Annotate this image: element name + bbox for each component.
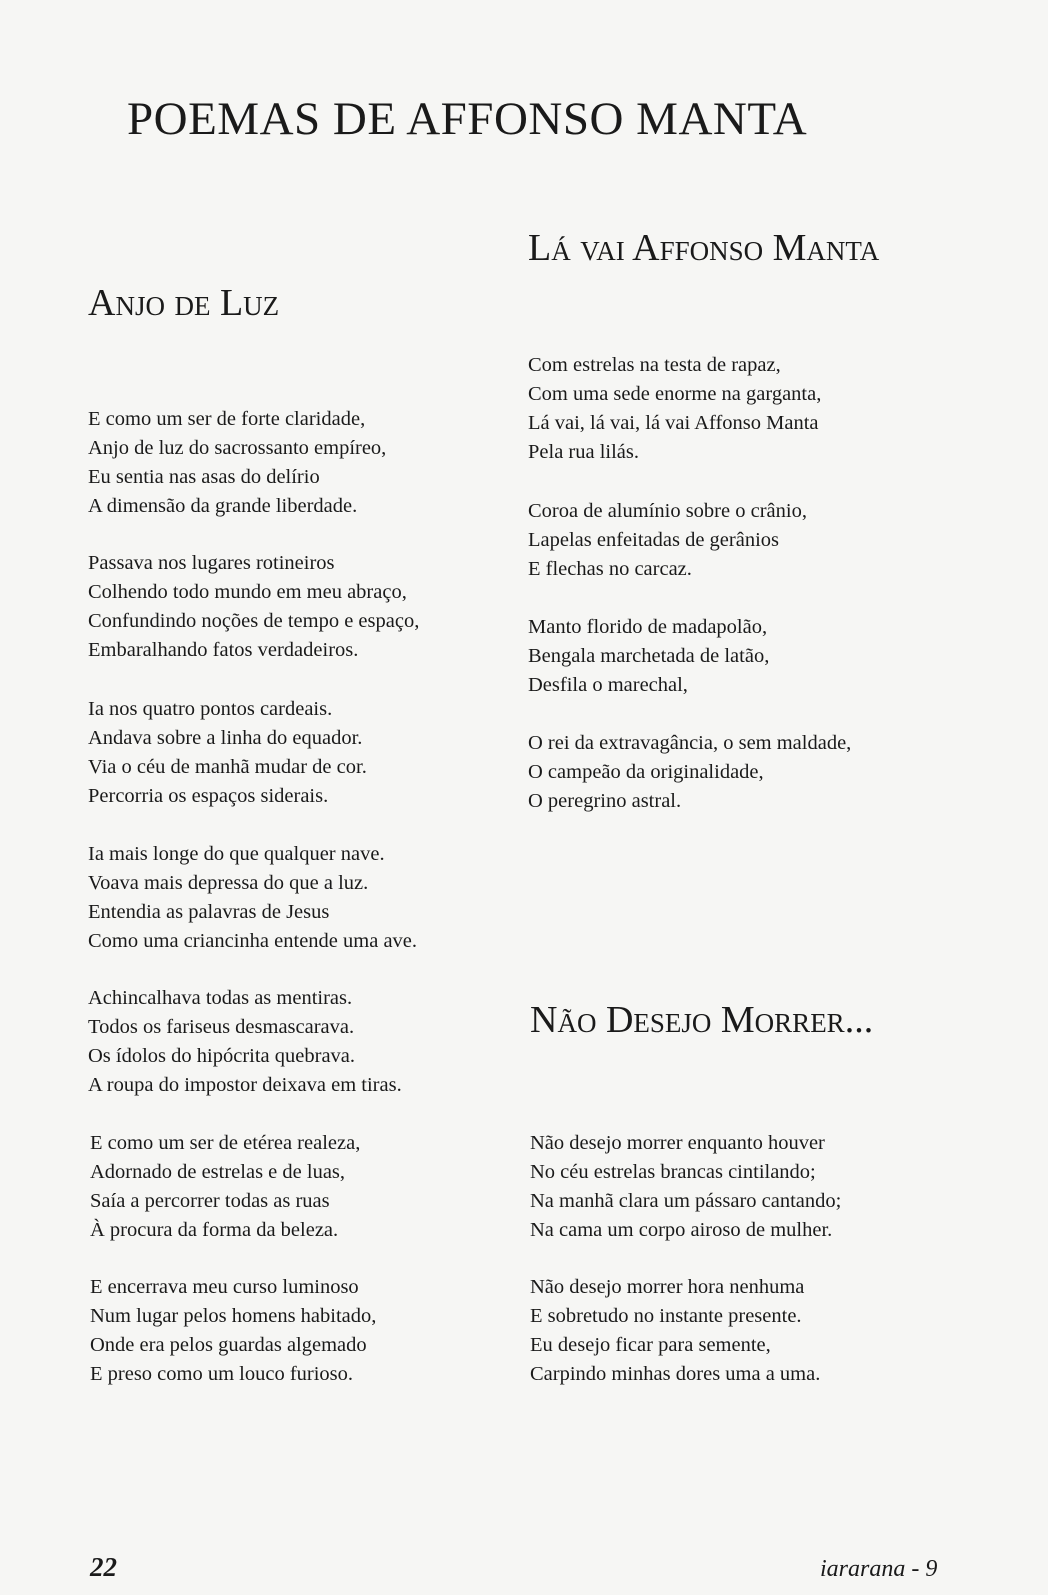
poem-line: No céu estrelas brancas cintilando; (530, 1161, 816, 1183)
page-title: POEMAS DE AFFONSO MANTA (127, 93, 808, 145)
poem-line: Lá vai, lá vai, lá vai Affonso Manta (528, 412, 819, 434)
poem-line: Ia mais longe do que qualquer nave. (88, 843, 385, 865)
stanza (528, 729, 851, 816)
stanza (530, 1273, 820, 1389)
poem-line: Num lugar pelos homens habitado, (90, 1305, 377, 1327)
poem-line: Manto florido de madapolão, (528, 616, 768, 638)
stanza (90, 1129, 360, 1245)
poem-line: Todos os fariseus desmascarava. (88, 1016, 355, 1038)
poem-line: Com uma sede enorme na garganta, (528, 383, 822, 405)
stanza (90, 1273, 376, 1389)
poem-line: E como um ser de forte claridade, (88, 408, 366, 430)
poem-line: Anjo de luz do sacrossanto empíreo, (88, 437, 387, 459)
poem-line: E como um ser de etérea realeza, (90, 1132, 361, 1154)
poem-line: Colhendo todo mundo em meu abraço, (88, 581, 407, 603)
poem-line: Carpindo minhas dores uma a uma. (530, 1363, 821, 1385)
poem-line: Ia nos quatro pontos cardeais. (88, 698, 333, 720)
poem-line: Andava sobre a linha do equador. (88, 727, 363, 749)
poem-line: Com estrelas na testa de rapaz, (528, 354, 781, 376)
poem-line: Percorria os espaços siderais. (88, 785, 329, 807)
stanza (88, 840, 417, 956)
poem-line: Confundindo noções de tempo e espaço, (88, 610, 420, 632)
poem-line: Os ídolos do hipócrita quebrava. (88, 1045, 356, 1067)
stanza (88, 984, 402, 1100)
poem-title-la-vai-affonso-manta: Lá vai Affonso Manta (528, 227, 880, 269)
poem-line: O campeão da originalidade, (528, 761, 764, 783)
stanza (88, 405, 386, 521)
poem-line: Não desejo morrer hora nenhuma (530, 1276, 805, 1298)
poem-line: A roupa do impostor deixava em tiras. (88, 1074, 402, 1096)
poem-line: Eu desejo ficar para semente, (530, 1334, 771, 1356)
poem-line: Entendia as palavras de Jesus (88, 901, 330, 923)
poem-line: Saía a percorrer todas as ruas (90, 1190, 330, 1212)
poem-line: Embaralhando fatos verdadeiros. (88, 639, 359, 661)
poem-title-anjo-de-luz: Anjo de Luz (88, 282, 280, 324)
poem-line: Onde era pelos guardas algemado (90, 1334, 367, 1356)
poem-line: Achincalhava todas as mentiras. (88, 987, 353, 1009)
poem-line: Passava nos lugares rotineiros (88, 552, 335, 574)
poem-line: Adornado de estrelas e de luas, (90, 1161, 346, 1183)
poem-line: Não desejo morrer enquanto houver (530, 1132, 825, 1154)
poem-line: Como uma criancinha entende uma ave. (88, 930, 418, 952)
poem-line: Na cama um corpo airoso de mulher. (530, 1219, 833, 1241)
poem-line: À procura da forma da beleza. (90, 1219, 339, 1241)
stanza (88, 549, 419, 665)
poem-line: O rei da extravagância, o sem maldade, (528, 732, 852, 754)
poem-line: Pela rua lilás. (528, 441, 640, 463)
poem-line: E sobretudo no instante presente. (530, 1305, 802, 1327)
poem-line: Na manhã clara um pássaro cantando; (530, 1190, 842, 1212)
poem-title-nao-desejo-morrer: Não Desejo Morrer... (530, 999, 874, 1041)
journal-footer: iararana - 9 (820, 1556, 938, 1582)
stanza (528, 351, 821, 467)
poem-line: A dimensão da grande liberdade. (88, 495, 358, 517)
page-number: 22 (90, 1552, 117, 1582)
poem-line: E preso como um louco furioso. (90, 1363, 354, 1385)
poem-line: Desfila o marechal, (528, 674, 688, 696)
stanza (528, 497, 807, 584)
stanza (530, 1129, 841, 1245)
poem-line: Eu sentia nas asas do delírio (88, 466, 320, 488)
poem-line: Via o céu de manhã mudar de cor. (88, 756, 367, 778)
poem-line: Coroa de alumínio sobre o crânio, (528, 500, 807, 522)
poem-line: Lapelas enfeitadas de gerânios (528, 529, 780, 551)
poem-line: E encerrava meu curso luminoso (90, 1276, 359, 1298)
poem-line: E flechas no carcaz. (528, 558, 692, 580)
poem-line: O peregrino astral. (528, 790, 682, 812)
poem-line: Voava mais depressa do que a luz. (88, 872, 369, 894)
stanza (528, 613, 769, 700)
stanza (88, 695, 367, 811)
poem-line: Bengala marchetada de latão, (528, 645, 770, 667)
